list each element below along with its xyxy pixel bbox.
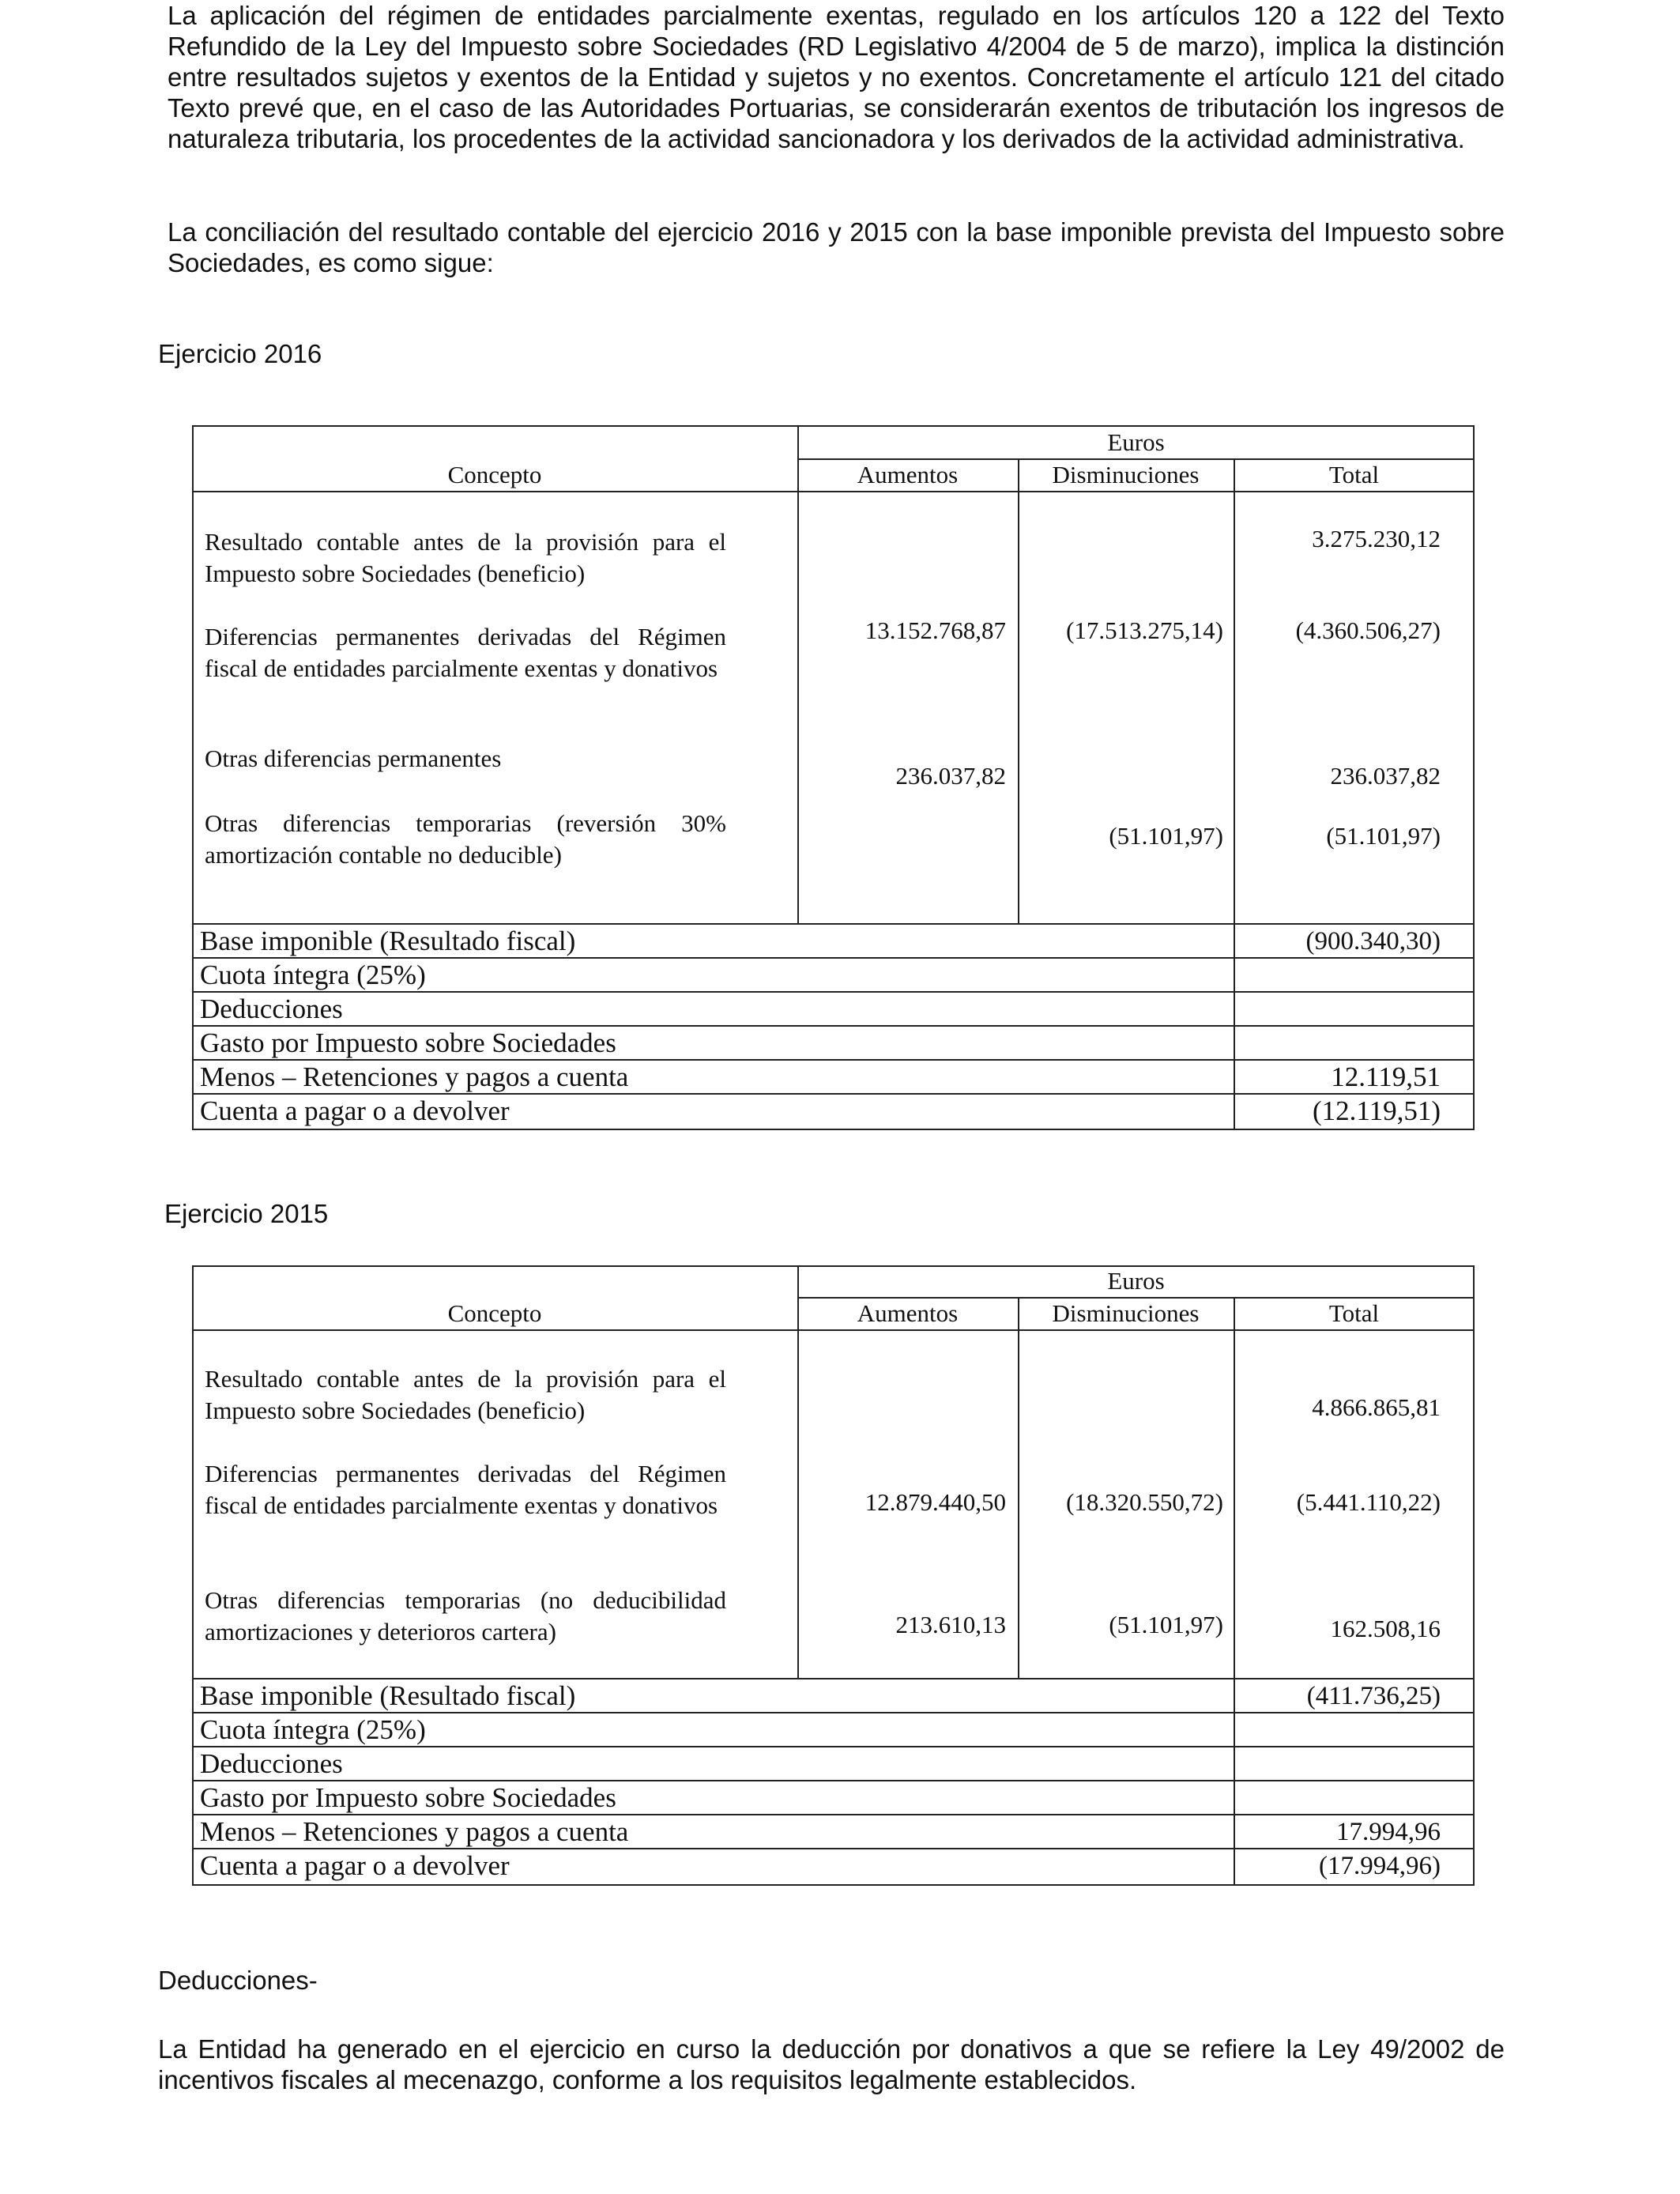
summary-label: Cuenta a pagar o a devolver (200, 1095, 510, 1126)
row-total: (5.441.110,22) (1296, 1488, 1441, 1516)
summary-label: Menos – Retenciones y pagos a cuenta (200, 1816, 629, 1847)
row-aumentos: 236.037,82 (895, 762, 1006, 790)
deducciones-paragraph: La Entidad ha generado en el ejercicio en curso la deducción por donativos a que se refiere la Ley 49/2002 de incentivos fiscales al mecenazgo, conforme a los requisitos legalmente establecidos. (158, 2034, 1505, 2094)
row-concept: Otras diferencias permanentes (205, 745, 502, 772)
intro-paragraph-1: La aplicación del régimen de entidades parcialmente exentas, regulado en los artículos 120 a 122 del Texto Refundido de la Ley del Impuesto sobre Sociedades (RD Legislativo 4/2004 de 5 de marzo), implica la distinción entre resultados sujetos y exentos de la Entidad y sujetos y no exentos. Concretamente el artículo 121 del citado Texto prevé que, en el caso de las Autoridades Portuarias, se considerarán exentos de tributación los ingresos de naturaleza tributaria, los procedentes de la actividad sancionadora y los derivados de la actividad administrativa. (168, 1, 1505, 153)
summary-label: Cuota íntegra (25%) (200, 959, 426, 990)
row-concept: Diferencias permanentes derivadas del Régimen fiscal de entidades parcialmente exentas y donativos (205, 1460, 726, 1519)
summary-value: (411.736,25) (1306, 1682, 1441, 1710)
summary-value: (900.340,30) (1305, 927, 1441, 956)
header-euros: Euros (1107, 428, 1165, 456)
intro-paragraph-2: La conciliación del resultado contable del ejercicio 2016 y 2015 con la base imponible prevista del Impuesto sobre Sociedades, es como sigue: (168, 217, 1505, 277)
summary-value: 17.994,96 (1336, 1818, 1441, 1846)
row-total: (4.360.506,27) (1295, 616, 1441, 644)
summary-label: Deducciones (200, 1748, 343, 1779)
table-ejercicio-2015 (192, 1265, 1475, 1886)
summary-label: Gasto por Impuesto sobre Sociedades (200, 1782, 616, 1813)
header-disminuciones: Disminuciones (1052, 1299, 1200, 1327)
row-concept: Otras diferencias temporarias (reversión 30% amortización contable no deducible) (205, 809, 726, 869)
row-total: 162.508,16 (1330, 1615, 1441, 1642)
header-disminuciones: Disminuciones (1052, 461, 1200, 488)
row-aumentos: 12.879.440,50 (864, 1488, 1006, 1516)
row-total: 3.275.230,12 (1312, 525, 1441, 552)
summary-label: Cuota íntegra (25%) (200, 1714, 426, 1745)
header-bottom-line (192, 491, 1475, 492)
row-aumentos: 213.610,13 (895, 1611, 1006, 1638)
col-divider (1018, 458, 1019, 925)
row-total: 236.037,82 (1330, 762, 1441, 790)
heading-ejercicio-2016: Ejercicio 2016 (158, 339, 322, 368)
header-concepto: Concepto (447, 1299, 542, 1327)
heading-deducciones: Deducciones- (158, 1966, 318, 1995)
header-concepto: Concepto (447, 461, 542, 488)
row-disminuciones: (17.513.275,14) (1066, 616, 1223, 644)
row-disminuciones: (18.320.550,72) (1066, 1488, 1223, 1516)
header-total: Total (1328, 1299, 1380, 1327)
summary-value: (17.994,96) (1319, 1852, 1441, 1880)
header-bottom-line (192, 1329, 1475, 1331)
row-aumentos: 13.152.768,87 (864, 616, 1006, 644)
table-ejercicio-2016 (192, 425, 1475, 1130)
row-total: (51.101,97) (1326, 822, 1441, 850)
row-total: 4.866.865,81 (1312, 1393, 1441, 1421)
row-concept: Resultado contable antes de la provisión para el Impuesto sobre Sociedades (beneficio) (205, 1365, 726, 1424)
header-euros: Euros (1107, 1267, 1165, 1295)
col-divider (797, 425, 799, 925)
row-disminuciones: (51.101,97) (1109, 822, 1223, 850)
row-concept: Otras diferencias temporarias (no deducibilidad amortizaciones y deterioros cartera) (205, 1586, 726, 1646)
summary-value: 12.119,51 (1331, 1061, 1441, 1092)
heading-ejercicio-2015: Ejercicio 2015 (164, 1199, 329, 1228)
summary-label: Menos – Retenciones y pagos a cuenta (200, 1061, 629, 1092)
header-total: Total (1328, 461, 1380, 488)
header-aumentos: Aumentos (857, 461, 959, 488)
summary-label: Base imponible (Resultado fiscal) (200, 925, 576, 956)
summary-label: Deducciones (200, 993, 343, 1024)
row-concept: Diferencias permanentes derivadas del Régimen fiscal de entidades parcialmente exentas y donativos (205, 623, 726, 682)
row-concept: Resultado contable antes de la provisión para el Impuesto sobre Sociedades (beneficio) (205, 528, 726, 587)
summary-label: Cuenta a pagar o a devolver (200, 1850, 510, 1881)
row-disminuciones: (51.101,97) (1109, 1611, 1223, 1638)
summary-value: (12.119,51) (1312, 1095, 1441, 1126)
header-aumentos: Aumentos (857, 1299, 959, 1327)
summary-label: Base imponible (Resultado fiscal) (200, 1680, 576, 1711)
summary-label: Gasto por Impuesto sobre Sociedades (200, 1027, 616, 1058)
